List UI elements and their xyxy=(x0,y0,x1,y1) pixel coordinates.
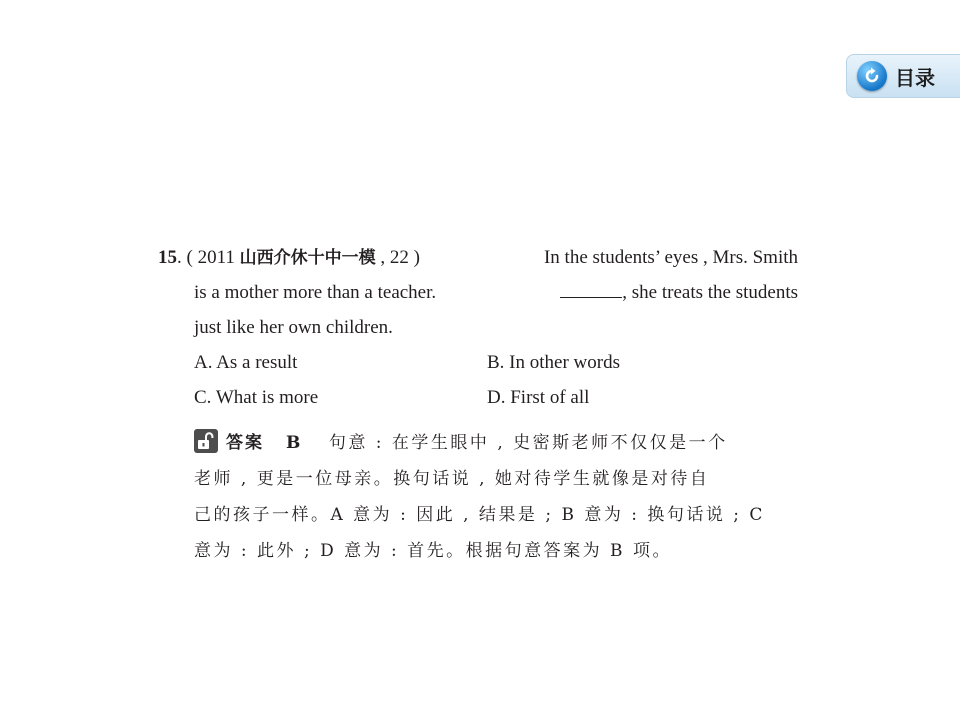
question-source-school: 山西介休十中一模 xyxy=(239,248,376,268)
answer-explanation-line-1: 句意 : 在学生眼中 , 史密斯老师不仅仅是一个 xyxy=(328,433,728,453)
unlock-icon xyxy=(194,429,218,453)
option-c: C. What is more xyxy=(194,387,319,408)
question-text-line-2a: is a mother more than a teacher. xyxy=(194,282,437,303)
options-row-2 xyxy=(158,380,798,415)
question-line-3: just like her own children. xyxy=(194,317,393,338)
question-number: 15 xyxy=(158,247,177,268)
refresh-circle-icon xyxy=(857,61,887,91)
toc-label: 目录 xyxy=(895,65,935,90)
answer-explanation-line-4: 意为 : 此外 ; D 意为 : 首先。根据句意答案为 B 项。 xyxy=(194,541,672,561)
option-a: A. As a result xyxy=(194,352,298,373)
question-text-line-2b: , she treats the students xyxy=(622,282,798,303)
answer-line-1 xyxy=(194,425,798,461)
answer-blank xyxy=(560,281,622,298)
question-line-2 xyxy=(158,275,798,310)
question-text-line-1: In the students’ eyes , Mrs. Smith xyxy=(543,247,798,268)
option-b: B. In other words xyxy=(487,352,620,373)
answer-value: B xyxy=(286,433,303,453)
answer-explanation-line-2: 老师 , 更是一位母亲。换句话说 , 她对待学生就像是对待自 xyxy=(194,469,710,489)
option-d: D. First of all xyxy=(487,387,590,408)
options-row-1 xyxy=(158,345,798,380)
answer-block xyxy=(194,425,798,569)
toc-button[interactable] xyxy=(846,54,960,98)
question-line-1 xyxy=(158,240,798,275)
answer-explanation-line-3: 己的孩子一样。A 意为 : 因此 , 结果是 ; B 意为 : 换句话说 ; C xyxy=(194,505,765,525)
question-block xyxy=(158,240,798,415)
answer-label: 答案 xyxy=(226,433,264,453)
question-source-open: . ( 2011 xyxy=(177,247,240,268)
question-source-close: , 22 ) xyxy=(375,247,420,268)
